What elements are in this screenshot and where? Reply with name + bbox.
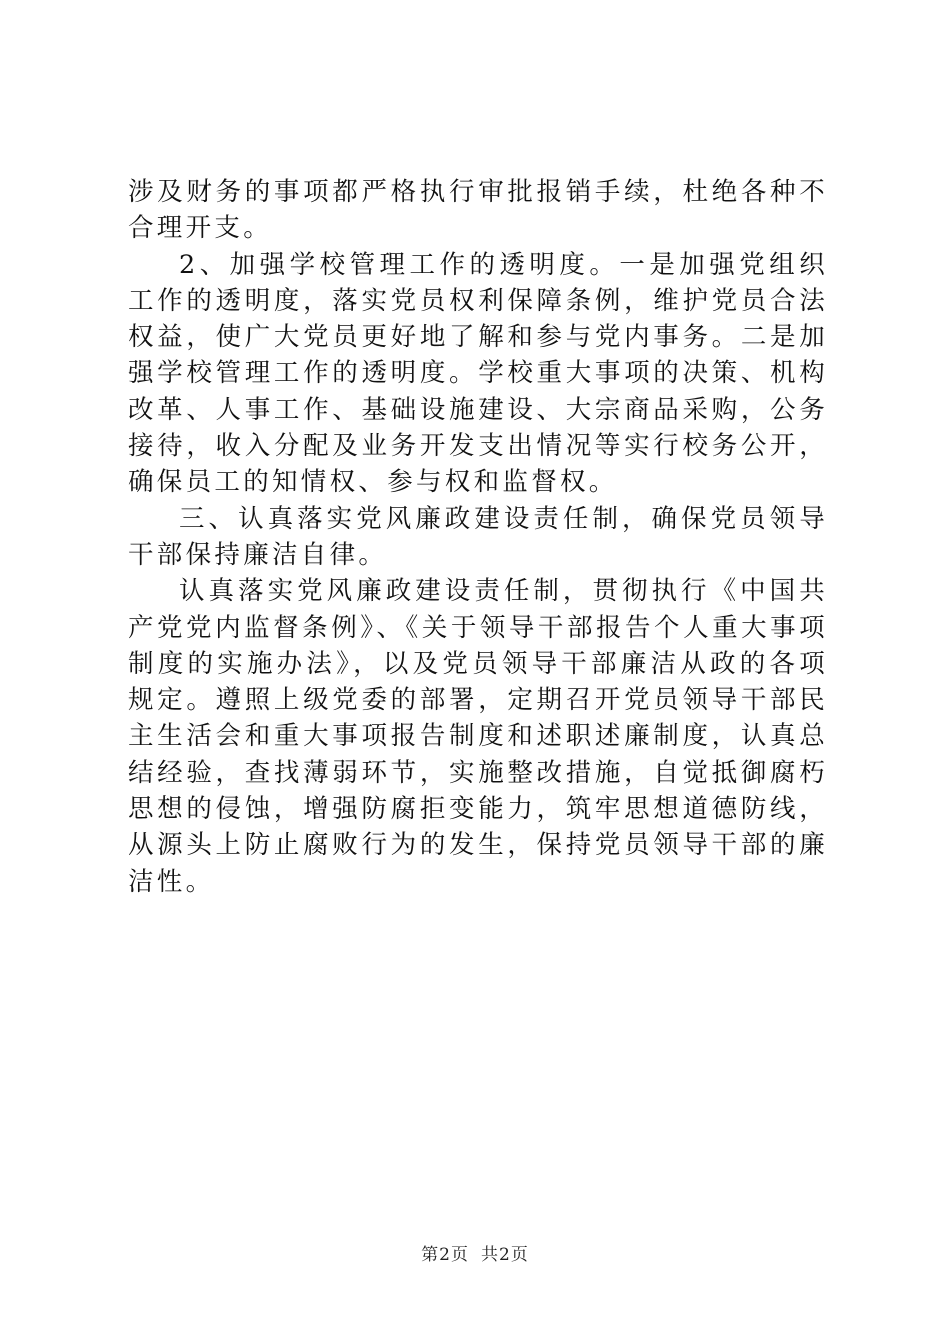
paragraph-finance-continuation: 涉及财务的事项都严格执行审批报销手续，杜绝各种不合理开支。	[128, 177, 828, 244]
paragraph-transparency: 2、加强学校管理工作的透明度。一是加强党组织工作的透明度，落实党员权利保障条例，维护党员合法权益，使广大党员更好地了解和参与党内事务。二是加强学校管理工作的透明度。学校重大事项的决策、机构改革、人事工作、基础设施建设、大宗商品采购，公务接待，收入分配及业务开发支出情况等实行校务公开，确保员工的知情权、参与权和监督权。	[128, 249, 828, 498]
page-number-total: 共2页	[481, 1245, 529, 1265]
paragraph-responsibility: 认真落实党风廉政建设责任制，贯彻执行《中国共产党党内监督条例》、《关于领导干部报告个人重大事项制度的实施办法》，以及党员领导干部廉洁从政的各项规定。遵照上级党委的部署，定期召开党员领导干部民主生活会和重大事项报告制度和述职述廉制度，认真总结经验，查找薄弱环节，实施整改措施，自觉抵御腐朽思想的侵蚀，增强防腐拒变能力，筑牢思想道德防线，从源头上防止腐败行为的发生，保持党员领导干部的廉洁性。	[128, 576, 828, 897]
page-footer	[0, 1240, 950, 1265]
section-heading-three: 三、认真落实党风廉政建设责任制，确保党员领导干部保持廉洁自律。	[128, 503, 828, 570]
document-body	[128, 174, 828, 900]
page-number-current: 第2页	[421, 1245, 469, 1265]
